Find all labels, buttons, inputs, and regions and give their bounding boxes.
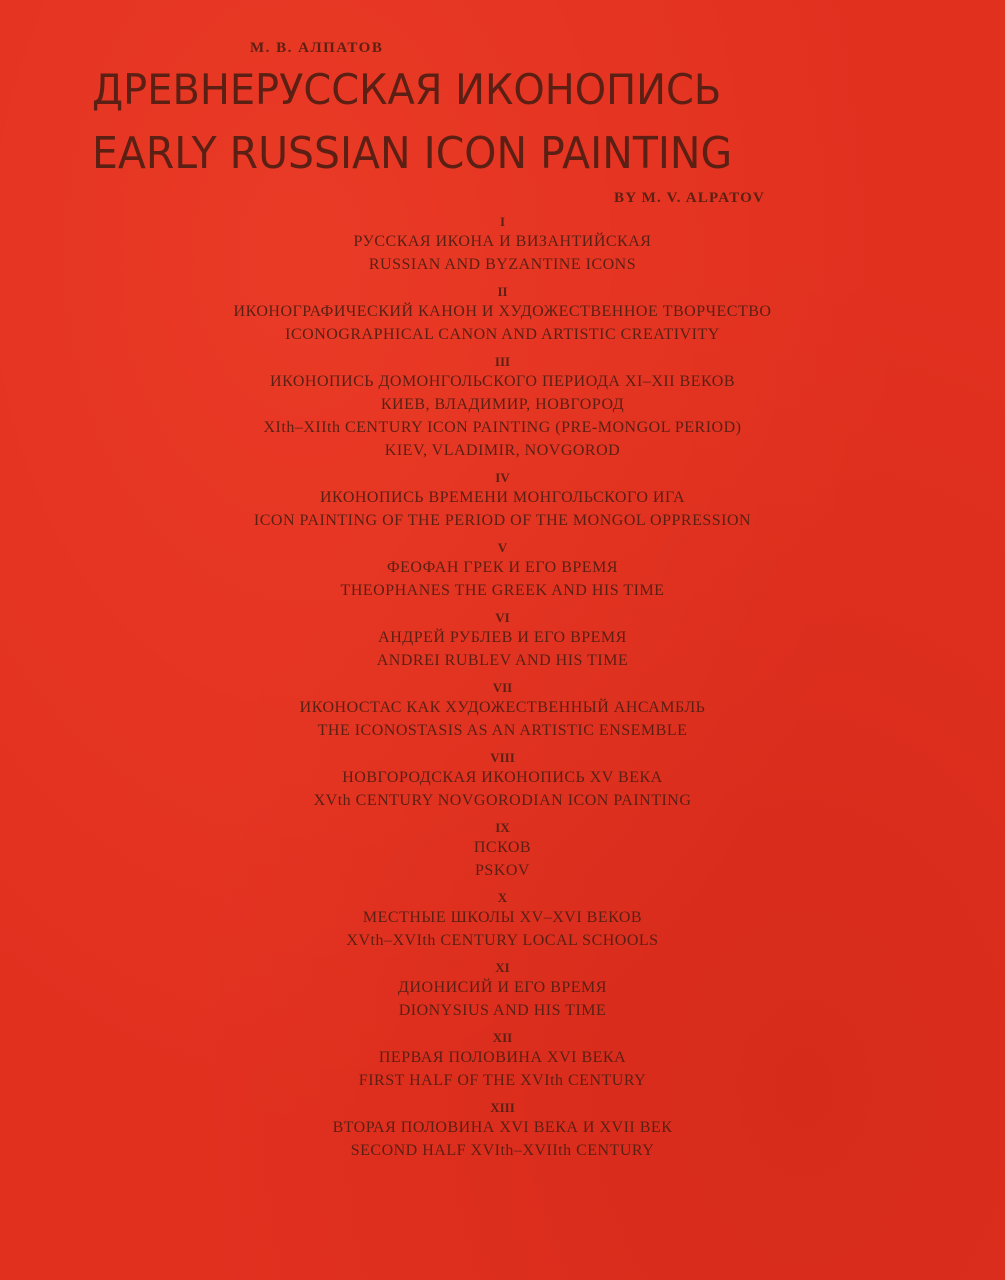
chapter-number: XI [495, 960, 510, 975]
chapter-entry [0, 354, 1005, 462]
title-english: EARLY RUSSIAN ICON PAINTING [92, 128, 733, 179]
chapter-number: VI [495, 610, 510, 625]
chapter-title-line: ИКОНОСТАС КАК ХУДОЖЕСТВЕННЫЙ АНСАМБЛЬ [299, 699, 706, 716]
author-name-russian: М. В. АЛПАТОВ [250, 40, 384, 56]
chapter-title-line: DIONYSIUS AND HIS TIME [398, 1002, 607, 1019]
chapter-title-line: ICONOGRAPHICAL CANON AND ARTISTIC CREATIVITY [285, 326, 720, 343]
chapter-number: XII [492, 1030, 513, 1045]
chapter-entry [0, 1030, 1005, 1092]
chapter-entry [0, 610, 1005, 672]
chapter-number: IV [495, 470, 510, 485]
chapter-title-line: ANDREI RUBLEV AND HIS TIME [376, 652, 629, 669]
chapter-title-line: ДИОНИСИЙ И ЕГО ВРЕМЯ [398, 979, 607, 996]
chapter-number: III [494, 354, 511, 369]
chapter-title-line: SECOND HALF XVIth–XVIIth CENTURY [350, 1142, 655, 1159]
chapter-entry [0, 1100, 1005, 1162]
chapter-title-line: PSKOV [475, 862, 530, 879]
chapter-entry [0, 540, 1005, 602]
chapter-title-line: KIEV, VLADIMIR, NOVGOROD [384, 442, 621, 459]
chapter-number: I [499, 214, 506, 229]
chapter-title-line: ФЕОФАН ГРЕК И ЕГО ВРЕМЯ [387, 559, 618, 576]
chapter-title-line: XVth CENTURY NOVGORODIAN ICON PAINTING [313, 792, 692, 809]
chapter-title-line: ПЕРВАЯ ПОЛОВИНА XVI ВЕКА [378, 1049, 627, 1066]
chapter-title-line: XVth–XVIth CENTURY LOCAL SCHOOLS [346, 932, 659, 949]
table-of-contents [0, 214, 1005, 1170]
chapter-title-line: РУССКАЯ ИКОНА И ВИЗАНТИЙСКАЯ [353, 233, 652, 250]
chapter-title-line: ИКОНОГРАФИЧЕСКИЙ КАНОН И ХУДОЖЕСТВЕННОЕ ТВОРЧЕСТВО [233, 303, 772, 320]
chapter-title-line: АНДРЕЙ РУБЛЕВ И ЕГО ВРЕМЯ [378, 629, 627, 646]
chapter-title-line: НОВГОРОДСКАЯ ИКОНОПИСЬ XV ВЕКА [342, 769, 663, 786]
chapter-number: XIII [490, 1100, 515, 1115]
chapter-entry [0, 680, 1005, 742]
chapter-number: II [497, 284, 508, 299]
chapter-number: V [497, 540, 508, 555]
chapter-title-line: THE ICONOSTASIS AS AN ARTISTIC ENSEMBLE [317, 722, 688, 739]
chapter-entry [0, 820, 1005, 882]
chapter-title-line: ИКОНОПИСЬ ДОМОНГОЛЬСКОГО ПЕРИОДА XI–XII ВЕКОВ [270, 373, 735, 390]
chapter-entry [0, 214, 1005, 276]
chapter-title-line: RUSSIAN AND BYZANTINE ICONS [368, 256, 637, 273]
chapter-entry [0, 284, 1005, 346]
chapter-entry [0, 890, 1005, 952]
chapter-entry [0, 470, 1005, 532]
chapter-title-line: ВТОРАЯ ПОЛОВИНА XVI ВЕКА И XVII ВЕК [332, 1119, 673, 1136]
chapter-title-line: ICON PAINTING OF THE PERIOD OF THE MONGOL OPPRESSION [253, 512, 752, 529]
chapter-entry [0, 960, 1005, 1022]
author-name-english: BY M. V. ALPATOV [614, 190, 766, 206]
chapter-entry [0, 750, 1005, 812]
chapter-title-line: ПСКОВ [473, 839, 532, 856]
chapter-title-line: ИКОНОПИСЬ ВРЕМЕНИ МОНГОЛЬСКОГО ИГА [319, 489, 686, 506]
chapter-number: IX [495, 820, 510, 835]
chapter-title-line: THEOPHANES THE GREEK AND HIS TIME [340, 582, 665, 599]
chapter-title-line: FIRST HALF OF THE XVIth CENTURY [358, 1072, 647, 1089]
chapter-title-line: КИЕВ, ВЛАДИМИР, НОВГОРОД [380, 396, 625, 413]
title-russian: ДРЕВНЕРУССКАЯ ИКОНОПИСЬ [92, 65, 722, 114]
chapter-number: VII [492, 680, 513, 695]
chapter-title-line: XIth–XIIth CENTURY ICON PAINTING (PRE-MONGOL PERIOD) [263, 419, 742, 436]
chapter-number: VIII [490, 750, 515, 765]
chapter-title-line: МЕСТНЫЕ ШКОЛЫ XV–XVI ВЕКОВ [362, 909, 643, 926]
chapter-number: X [497, 890, 508, 905]
